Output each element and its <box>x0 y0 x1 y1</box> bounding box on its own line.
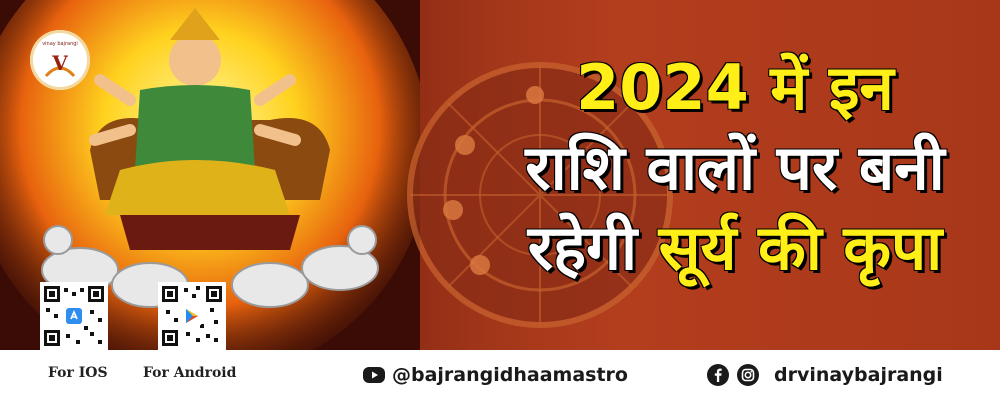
instagram-icon[interactable] <box>736 363 760 387</box>
headline <box>505 48 965 288</box>
youtube-icon <box>362 363 386 387</box>
footer-bar <box>0 350 1000 400</box>
logo-text: vinay bajrangi <box>42 41 78 47</box>
ios-qr-code[interactable] <box>40 282 108 350</box>
app-store-icon <box>64 306 84 326</box>
brand-logo <box>30 30 90 90</box>
headline-word-rahegi: रहेगी <box>527 211 638 284</box>
facebook-icon[interactable] <box>706 363 730 387</box>
headline-line-3 <box>505 208 965 288</box>
youtube-handle: @bajrangidhaamastro <box>392 364 628 386</box>
headline-word-ki-kripa: की कृपा <box>758 211 943 284</box>
headline-word-surya: सूर्य <box>658 211 737 284</box>
instagram-handle: drvinaybajrangi <box>774 364 943 386</box>
social-links <box>706 359 943 391</box>
svg-text:V: V <box>52 51 68 75</box>
android-qr-code[interactable] <box>158 282 226 350</box>
headline-line-1: 2024 में इन <box>576 51 894 124</box>
google-play-icon <box>182 306 202 326</box>
headline-line-2: राशि वालों पर बनी <box>525 131 945 204</box>
logo-emblem-icon <box>30 30 90 90</box>
android-label: For Android <box>143 365 237 381</box>
youtube-link[interactable] <box>362 359 628 391</box>
ios-label: For IOS <box>48 365 108 381</box>
